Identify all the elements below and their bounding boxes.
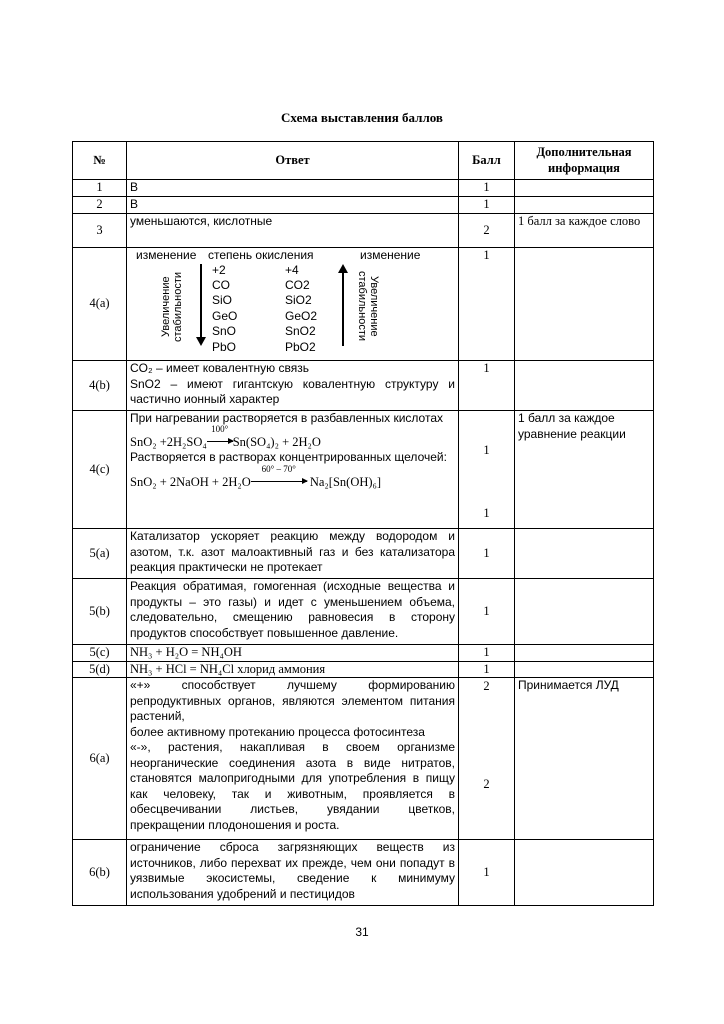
oxide-4: CO2 bbox=[285, 278, 310, 292]
oxide-4: PbO2 bbox=[285, 340, 316, 354]
row-answer: B bbox=[127, 180, 459, 197]
table-row bbox=[73, 197, 654, 214]
answer-text: более активному протеканию процесса фотосинтеза bbox=[130, 724, 425, 739]
row-score: 1 bbox=[459, 579, 515, 645]
row-extra bbox=[515, 197, 654, 214]
page-title: Схема выставления баллов bbox=[281, 110, 443, 125]
table-row bbox=[73, 840, 654, 906]
row-answer: Катализатор ускоряет реакцию между водородом и азотом, т.к. азот малоактивный газ и без катализатора реакция практически не протекает bbox=[127, 529, 459, 579]
row-answer bbox=[127, 678, 459, 840]
row-extra bbox=[515, 579, 654, 645]
right-stability-label: Увеличение стабильности bbox=[356, 270, 380, 341]
score-part: 2 bbox=[483, 777, 490, 791]
row-num: 5(d) bbox=[73, 661, 127, 678]
row-score: 1 bbox=[459, 529, 515, 579]
reaction-equation bbox=[130, 463, 455, 491]
row-extra bbox=[515, 361, 654, 411]
table-row bbox=[73, 248, 654, 361]
equation-left: SnO₂ +2H₂SO₄ bbox=[130, 434, 207, 449]
left-stability-label: Увеличение стабильности bbox=[160, 271, 184, 342]
answer-text: «+» способствует лучшему формированию репродуктивных органов, являются элементом питания растений, bbox=[130, 678, 455, 723]
row-extra: Принимается ЛУД bbox=[515, 678, 654, 840]
row-num: 5(c) bbox=[73, 645, 127, 662]
row-num: 5(b) bbox=[73, 579, 127, 645]
table-row bbox=[73, 579, 654, 645]
oxide-4: SiO2 bbox=[285, 293, 312, 307]
row-answer: уменьшаются, кислотные bbox=[127, 214, 459, 248]
reaction-arrow-icon bbox=[207, 423, 233, 451]
score-part: 1 bbox=[483, 506, 490, 520]
table-header-row bbox=[73, 142, 654, 180]
row-score: 1 bbox=[459, 661, 515, 678]
row-score: 1 bbox=[459, 197, 515, 214]
oxidation-scheme bbox=[127, 248, 459, 361]
ox-state-4: +4 bbox=[285, 263, 299, 277]
equation-left: SnO₂ + 2NaOH + 2H₂O bbox=[130, 474, 251, 489]
col3-header: изменение bbox=[360, 248, 421, 262]
table-row bbox=[73, 678, 654, 840]
row-extra bbox=[515, 529, 654, 579]
table-row bbox=[73, 529, 654, 579]
equation-right: Na₂[Sn(OH)₆] bbox=[309, 474, 382, 489]
ox-state-2: +2 bbox=[212, 263, 226, 277]
table-row bbox=[73, 180, 654, 197]
answer-text: «-», растения, накапливая в своем организме неорганические соединения азота в виде нитратов, становятся малопригодными для употребления в пищу как человеку, так и животным, проявляется в обесцвечивании листьев, увядании цветков, прекращении плодоношения и роста. bbox=[130, 740, 455, 832]
row-extra: 1 балл за каждое слово bbox=[515, 214, 654, 248]
row-answer bbox=[127, 411, 459, 529]
answer-text: Растворяется в растворах концентрированных щелочей: bbox=[130, 450, 447, 464]
table-row bbox=[73, 661, 654, 678]
row-score: 1 bbox=[459, 361, 515, 411]
up-arrow-icon bbox=[342, 266, 344, 346]
header-num: № bbox=[73, 142, 127, 180]
table-row bbox=[73, 214, 654, 248]
row-extra bbox=[515, 248, 654, 361]
row-num: 1 bbox=[73, 180, 127, 197]
row-num: 3 bbox=[73, 214, 127, 248]
oxide-2: GeO bbox=[212, 309, 238, 323]
down-arrow-icon bbox=[200, 264, 202, 344]
row-score bbox=[459, 411, 515, 529]
reaction-equation bbox=[130, 423, 455, 451]
score-part: 1 bbox=[483, 443, 490, 457]
col2-header: степень окисления bbox=[208, 248, 314, 262]
reaction-condition: 60° – 70° bbox=[261, 463, 296, 474]
reaction-arrow-icon bbox=[251, 463, 307, 491]
header-extra: Дополнительная информация bbox=[515, 142, 654, 180]
oxide-2: SiO bbox=[212, 293, 233, 307]
row-answer: NH₃ + HCl = NH₄Cl хлорид аммония bbox=[127, 661, 459, 678]
row-answer: Реакция обратимая, гомогенная (исходные вещества и продукты – это газы) и идет с уменьшением объема, следовательно, смещению равновесия в сторону продуктов способствует повышенное давление. bbox=[127, 579, 459, 645]
row-extra: 1 балл за каждое уравнение реакции bbox=[515, 411, 654, 529]
row-answer bbox=[127, 361, 459, 411]
row-num: 6(b) bbox=[73, 840, 127, 906]
row-num: 4(b) bbox=[73, 361, 127, 411]
equation-right: Sn(SO₄)₂ + 2H₂O bbox=[232, 434, 321, 449]
table-row bbox=[73, 361, 654, 411]
row-num: 2 bbox=[73, 197, 127, 214]
answer-line: SnO2 – имеют гигантскую ковалентную структуру и частично ионный характер bbox=[130, 376, 455, 406]
header-answer: Ответ bbox=[127, 142, 459, 180]
row-num: 6(a) bbox=[73, 678, 127, 840]
row-extra bbox=[515, 840, 654, 906]
oxide-2: PbO bbox=[212, 340, 237, 354]
oxide-2: SnO bbox=[212, 324, 237, 338]
row-extra bbox=[515, 645, 654, 662]
answer-line: CO₂ – имеет ковалентную связь bbox=[130, 361, 309, 375]
col1-header: изменение bbox=[136, 248, 197, 262]
page-number: 31 bbox=[355, 925, 369, 939]
oxide-4: GeO2 bbox=[285, 309, 318, 323]
score-part: 2 bbox=[483, 679, 490, 693]
table-row bbox=[73, 645, 654, 662]
row-score bbox=[459, 678, 515, 840]
row-score: 2 bbox=[459, 214, 515, 248]
oxide-4: SnO2 bbox=[285, 324, 316, 338]
oxide-2: CO bbox=[212, 278, 230, 292]
header-score: Балл bbox=[459, 142, 515, 180]
row-score: 1 bbox=[459, 248, 515, 361]
row-num: 5(a) bbox=[73, 529, 127, 579]
table-row bbox=[73, 411, 654, 529]
row-extra bbox=[515, 180, 654, 197]
scoring-table bbox=[72, 141, 654, 906]
row-score: 1 bbox=[459, 180, 515, 197]
row-answer: B bbox=[127, 197, 459, 214]
reaction-condition: 100° bbox=[211, 423, 229, 434]
row-score: 1 bbox=[459, 840, 515, 906]
row-extra bbox=[515, 661, 654, 678]
row-answer: NH₃ + H₂O = NH₄OH bbox=[127, 645, 459, 662]
answer-text: При нагревании растворяется в разбавленных кислотах bbox=[130, 411, 443, 425]
row-num: 4(c) bbox=[73, 411, 127, 529]
row-answer: ограничение сброса загрязняющих веществ из источников, либо перехват их прежде, чем они попадут в уязвимые экосистемы, сведение к минимуму использования удобрений и пестицидов bbox=[127, 840, 459, 906]
row-num: 4(a) bbox=[73, 248, 127, 361]
row-score: 1 bbox=[459, 645, 515, 662]
